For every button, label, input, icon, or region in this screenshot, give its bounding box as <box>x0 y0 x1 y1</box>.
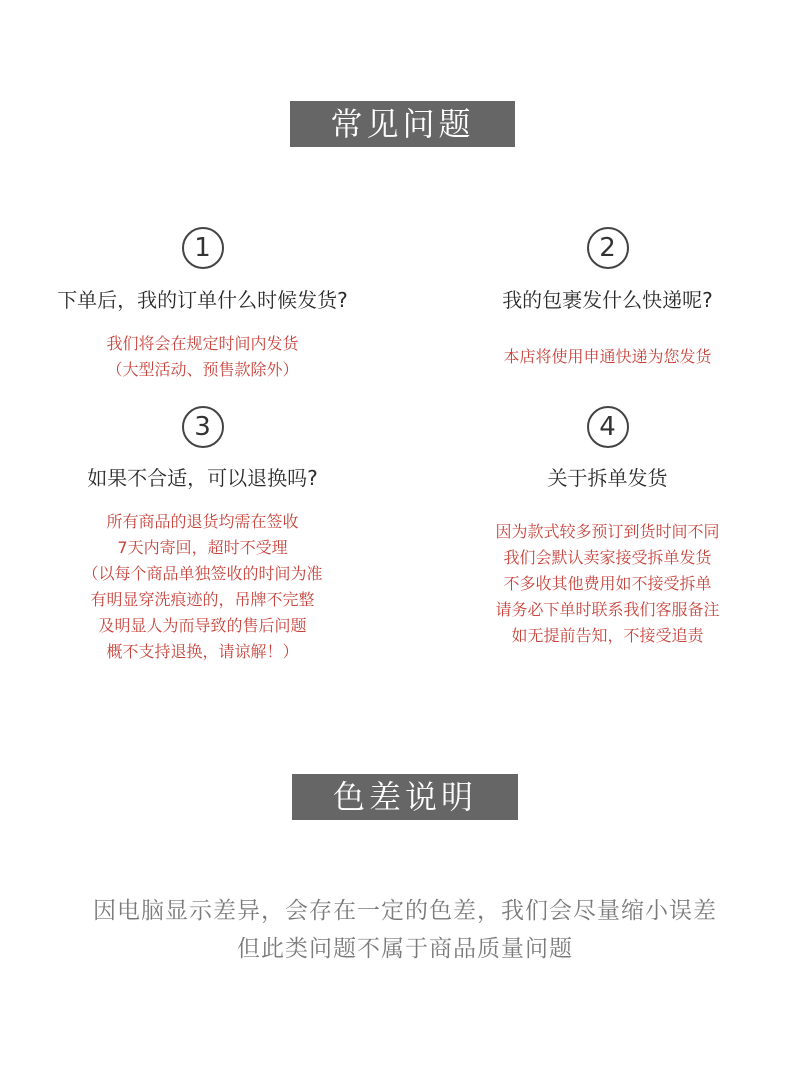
faq-answer-3 <box>0 509 405 665</box>
faq-question-4: 关于拆单发货 <box>547 466 668 490</box>
number-4-icon: 4 <box>587 406 629 448</box>
faq-answer-2 <box>405 344 810 370</box>
faq-answer-1 <box>0 331 405 383</box>
faq-answer-line: 我们将会在规定时间内发货 <box>106 334 299 353</box>
number-1-icon: 1 <box>182 227 224 269</box>
faq-answer-line: （大型活动、预售款除外） <box>106 360 299 379</box>
faq-answer-line: 我们会默认卖家接受拆单发货 <box>503 548 712 567</box>
faq-answer-line: 所有商品的退货均需在签收 <box>106 512 299 531</box>
faq-answer-line: 请务必下单时联系我们客服备注 <box>495 600 720 619</box>
faq-item-1 <box>0 227 405 383</box>
faq-item-2 <box>405 227 810 370</box>
note-line: 但此类问题不属于商品质量问题 <box>237 936 573 962</box>
number-3-icon: 3 <box>182 406 224 448</box>
number-2-icon: 2 <box>587 227 629 269</box>
note-line: 因电脑显示差异，会存在一定的色差，我们会尽量缩小误差 <box>93 898 717 924</box>
faq-answer-line: （以每个商品单独签收的时间为准 <box>82 564 323 583</box>
faq-answer-4 <box>405 519 810 649</box>
faq-answer-line: 7天内寄回，超时不受理 <box>117 538 288 557</box>
faq-answer-line: 有明显穿洗痕迹的，吊牌不完整 <box>90 590 315 609</box>
faq-answer-line: 如无提前告知，不接受追责 <box>511 626 704 645</box>
color-section-title: 色差说明 <box>292 774 518 820</box>
faq-item-4 <box>405 406 810 649</box>
faq-answer-line: 及明显人为而导致的售后问题 <box>98 616 307 635</box>
faq-item-3 <box>0 406 405 665</box>
faq-question-2: 我的包裹发什么快递呢? <box>502 288 713 312</box>
faq-section-title: 常见问题 <box>290 101 515 147</box>
faq-question-1: 下单后，我的订单什么时候发货? <box>57 288 348 312</box>
color-difference-note <box>0 892 810 968</box>
faq-answer-line: 概不支持退换，请谅解！） <box>106 642 299 661</box>
faq-answer-line: 不多收其他费用如不接受拆单 <box>503 574 712 593</box>
faq-answer-line: 本店将使用申通快递为您发货 <box>503 347 712 366</box>
faq-question-3: 如果不合适，可以退换吗? <box>87 466 318 490</box>
faq-answer-line: 因为款式较多预订到货时间不同 <box>495 522 720 541</box>
